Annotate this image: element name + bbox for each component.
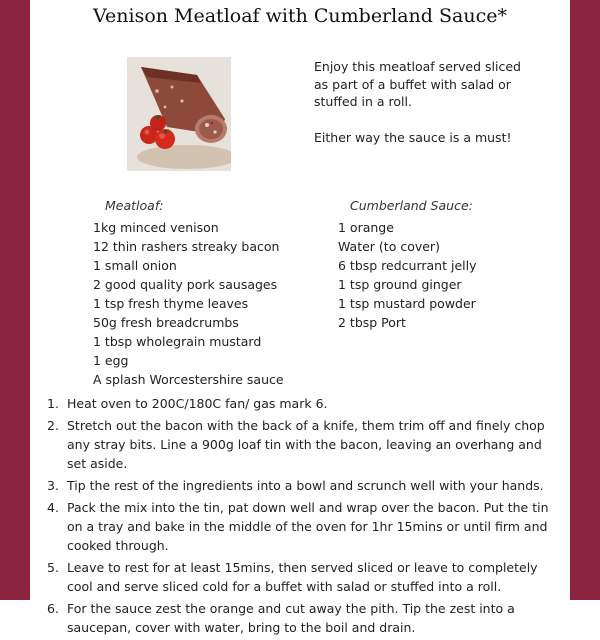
- ingredient-item: 1 tsp mustard powder: [338, 296, 476, 311]
- ingredient-item: 6 tbsp redcurrant jelly: [338, 258, 477, 273]
- ingredient-item: 1kg minced venison: [93, 220, 219, 235]
- method-steps: [47, 394, 557, 640]
- method-step: [47, 394, 557, 413]
- step-number: 4.: [47, 500, 59, 515]
- ingredient-item: 1 small onion: [93, 258, 177, 273]
- left-border: [0, 0, 30, 600]
- ingredient-item: Water (to cover): [338, 239, 440, 254]
- step-text: Tip the rest of the ingredients into a bowl and scrunch well with your hands.: [67, 478, 544, 493]
- step-number: 3.: [47, 478, 59, 493]
- step-text: For the sauce zest the orange and cut away the pith. Tip the zest into a saucepan, cover with water, bring to the boil and drain.: [67, 601, 515, 635]
- method-step: [47, 416, 557, 473]
- recipe-title: Venison Meatloaf with Cumberland Sauce*: [93, 5, 507, 27]
- right-border: [570, 0, 600, 600]
- step-text: Heat oven to 200C/180C fan/ gas mark 6.: [67, 396, 328, 411]
- ingredient-item: 1 egg: [93, 353, 129, 368]
- ingredient-item: 1 tbsp wholegrain mustard: [93, 334, 262, 349]
- sauce-ingredients: [338, 196, 477, 332]
- intro-paragraph-2: Either way the sauce is a must!: [314, 129, 512, 145]
- recipe-page: [30, 0, 570, 635]
- step-number: 1.: [47, 396, 59, 411]
- ingredient-item: 2 tbsp Port: [338, 315, 406, 330]
- ingredient-item: 1 tsp fresh thyme leaves: [93, 296, 249, 311]
- method-step: [47, 498, 557, 555]
- step-number: 5.: [47, 560, 59, 575]
- ingredient-item: 1 tsp ground ginger: [338, 277, 462, 292]
- meatloaf-ingredients: [93, 196, 284, 389]
- method-step: [47, 599, 557, 637]
- meatloaf-photo: [127, 57, 231, 171]
- ingredient-item: 50g fresh breadcrumbs: [93, 315, 239, 330]
- sauce-heading: Cumberland Sauce:: [350, 198, 473, 213]
- step-number: 6.: [47, 601, 59, 616]
- step-number: 2.: [47, 418, 59, 433]
- ingredient-item: 1 orange: [338, 220, 394, 235]
- step-text: Leave to rest for at least 15mins, then served sliced or leave to completely cool and serve sliced cold for a buffet with salad or stuffed into a roll.: [67, 560, 538, 594]
- intro-paragraph-1: Enjoy this meatloaf served sliced as part of a buffet with salad or stuffed in a roll.: [314, 59, 521, 109]
- method-step: [47, 558, 557, 596]
- step-text: Stretch out the bacon with the back of a knife, them trim off and finely chop any stray bits. Line a 900g loaf tin with the bacon, leaving an overhang and set aside.: [67, 418, 545, 471]
- method-step: [47, 476, 557, 495]
- ingredient-item: 12 thin rashers streaky bacon: [93, 239, 280, 254]
- meatloaf-heading: Meatloaf:: [105, 198, 164, 213]
- ingredient-item: A splash Worcestershire sauce: [93, 372, 284, 387]
- intro-text: [314, 58, 539, 146]
- ingredient-item: 2 good quality pork sausages: [93, 277, 278, 292]
- step-text: Pack the mix into the tin, pat down well and wrap over the bacon. Put the tin on a tray and bake in the middle of the oven for 1hr 15mins or until firm and cooked through.: [67, 500, 549, 553]
